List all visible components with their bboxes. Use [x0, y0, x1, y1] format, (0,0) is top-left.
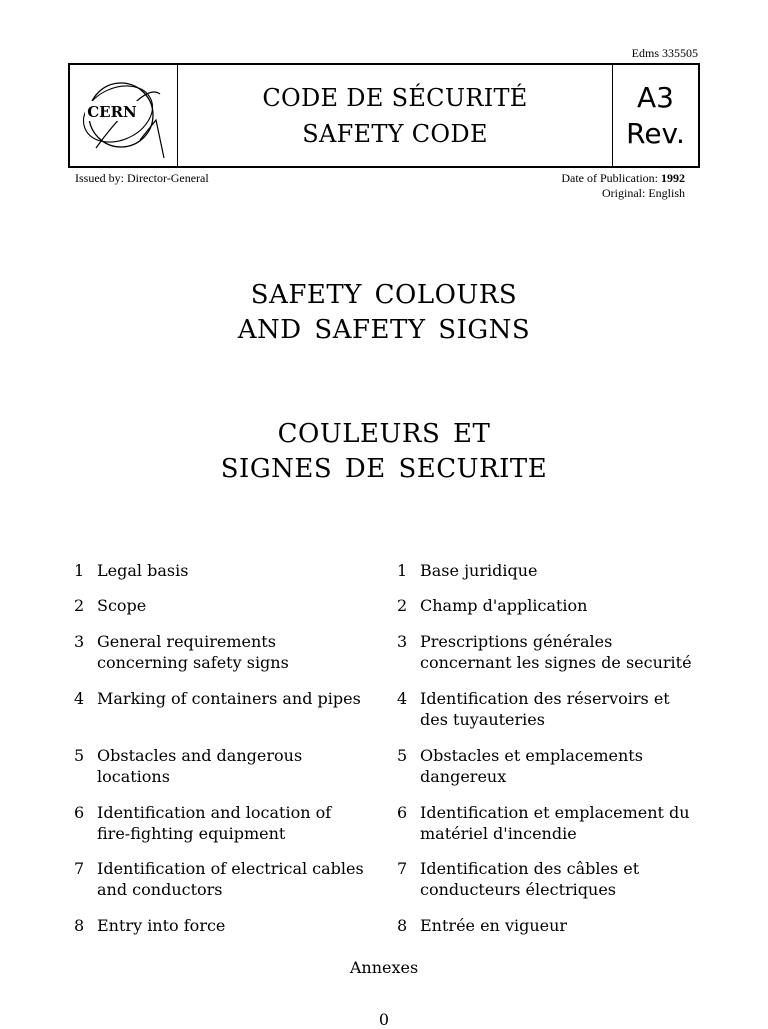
title-french: [0, 417, 768, 487]
safety-code-title-cell: [178, 65, 613, 166]
toc-number: 1: [397, 561, 408, 580]
toc-label: Obstacles and dangerous locations: [97, 746, 303, 786]
title-english-line-1: SAFETY COLOURS: [250, 280, 518, 310]
toc-item-en: [74, 802, 331, 844]
toc-item-fr: [397, 915, 567, 936]
publication-info: [561, 171, 685, 201]
title-french-line-2: SIGNES DE SECURITE: [220, 454, 548, 484]
toc-label: Identification of electrical cables and conductors: [97, 859, 364, 899]
toc-item-fr: [397, 560, 537, 581]
toc-number: 2: [397, 596, 408, 615]
header-box: [68, 63, 700, 168]
toc-item-en: [74, 595, 146, 616]
toc-item-fr: [397, 688, 670, 730]
toc-number: 6: [397, 803, 408, 822]
toc-number: 6: [74, 803, 85, 822]
cern-logo-icon: [78, 70, 168, 165]
annexes-label: Annexes: [349, 958, 419, 977]
issued-by: Issued by: Director-General: [75, 171, 209, 185]
original-language: Original: English: [602, 186, 685, 200]
toc-label: Identification des réservoirs et des tuyauteries: [420, 689, 670, 729]
toc-item-fr: [397, 745, 643, 787]
cern-logo: [70, 65, 178, 166]
toc-label: Base juridique: [420, 561, 538, 580]
toc-label: General requirements concerning safety signs: [97, 632, 289, 672]
toc-item-en: [74, 560, 188, 581]
toc-number: 7: [74, 859, 85, 878]
toc-item-en: [74, 915, 225, 936]
page-number: 0: [378, 1010, 390, 1029]
toc-label: Identification et emplacement du matériel d'incendie: [420, 803, 690, 843]
safety-code-title-fr: CODE DE SÉCURITÉ: [262, 83, 528, 112]
toc-item-en: [74, 688, 361, 709]
svg-text:CERN: CERN: [87, 103, 137, 121]
toc-number: 2: [74, 596, 85, 615]
toc-item-fr: [397, 595, 587, 616]
publication-label: Date of Publication:: [561, 171, 658, 185]
toc-item-en: [74, 858, 364, 900]
code-revision: Rev.: [626, 116, 685, 150]
code-number: A3: [637, 80, 674, 114]
toc-item-fr: [397, 631, 692, 673]
toc-item-fr: [397, 858, 639, 900]
toc-label: Entry into force: [97, 916, 226, 935]
title-french-line-1: COULEURS ET: [277, 419, 491, 449]
toc-item-fr: [397, 802, 690, 844]
toc-number: 8: [74, 916, 85, 935]
title-english-line-2: AND SAFETY SIGNS: [237, 315, 531, 345]
toc-label: Legal basis: [97, 561, 189, 580]
toc-number: 3: [397, 632, 408, 651]
publication-year: 1992: [661, 171, 685, 185]
toc-item-en: [74, 631, 289, 673]
toc-label: Champ d'application: [420, 596, 588, 615]
edms-reference: Edms 335505: [631, 46, 698, 60]
toc-item-en: [74, 745, 302, 787]
toc-number: 5: [397, 746, 408, 765]
toc-number: 5: [74, 746, 85, 765]
toc-label: Marking of containers and pipes: [97, 689, 361, 708]
toc-number: 3: [74, 632, 85, 651]
toc-label: Identification and location of fire-fighting equipment: [97, 803, 332, 843]
publication-date: [561, 171, 685, 186]
title-english: [0, 278, 768, 348]
safety-code-title-en: SAFETY CODE: [302, 119, 488, 148]
toc-label: Scope: [97, 596, 147, 615]
toc-label: Obstacles et emplacements dangereux: [420, 746, 643, 786]
toc-number: 7: [397, 859, 408, 878]
toc-label: Entrée en vigueur: [420, 916, 568, 935]
toc-label: Identification des câbles et conducteurs électriques: [420, 859, 640, 899]
toc-number: 8: [397, 916, 408, 935]
toc-label: Prescriptions générales concernant les signes de securité: [420, 632, 692, 672]
toc-number: 1: [74, 561, 85, 580]
toc-number: 4: [397, 689, 408, 708]
toc-number: 4: [74, 689, 85, 708]
code-cell: [613, 65, 698, 166]
